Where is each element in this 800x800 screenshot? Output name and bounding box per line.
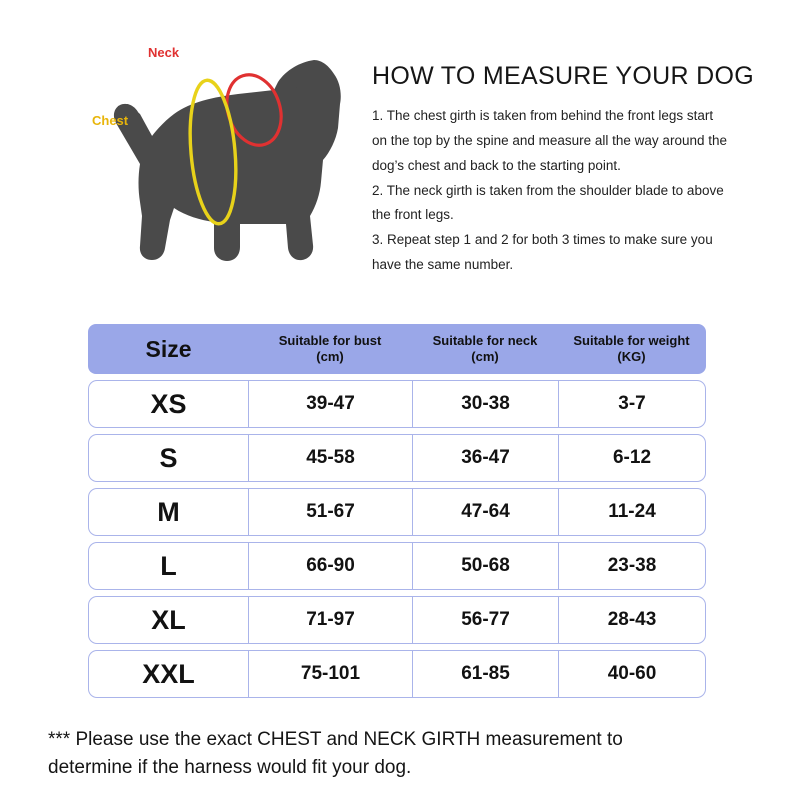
cell-bust: 45-58 <box>248 434 412 482</box>
table-header-row <box>88 324 706 374</box>
footer-note <box>48 726 764 781</box>
cell-size: XS <box>88 380 248 428</box>
header-bust-unit: (cm) <box>316 349 344 364</box>
cell-weight: 40-60 <box>558 650 706 698</box>
cell-weight: 6-12 <box>558 434 706 482</box>
table-row <box>88 380 706 428</box>
instructions-block <box>372 62 776 279</box>
cell-neck: 56-77 <box>412 596 558 644</box>
instruction-line: 2. The neck girth is taken from the shoulder blade to above <box>372 182 724 198</box>
cell-neck: 30-38 <box>412 380 558 428</box>
neck-label: Neck <box>148 45 180 60</box>
cell-weight: 23-38 <box>558 542 706 590</box>
table-row <box>88 650 706 698</box>
table-row <box>88 488 706 536</box>
cell-bust: 39-47 <box>248 380 412 428</box>
header-bust <box>248 324 412 374</box>
instruction-line: on the top by the spine and measure all the way around the <box>372 132 727 148</box>
header-bust-main: Suitable for bust <box>278 332 382 348</box>
footer-note-line: *** Please use the exact CHEST and NECK GIRTH measurement to <box>48 729 623 750</box>
cell-size: M <box>88 488 248 536</box>
top-section <box>0 0 800 300</box>
cell-bust: 66-90 <box>248 542 412 590</box>
instruction-line: dog’s chest and back to the starting point. <box>372 157 621 173</box>
cell-bust: 75-101 <box>248 650 412 698</box>
footer-note-line: determine if the harness would fit your dog. <box>48 756 412 778</box>
header-neck-unit: (cm) <box>471 349 499 364</box>
header-size: Size <box>88 324 248 374</box>
cell-neck: 50-68 <box>412 542 558 590</box>
cell-weight: 3-7 <box>558 380 706 428</box>
table-row <box>88 542 706 590</box>
cell-neck: 47-64 <box>412 488 558 536</box>
cell-neck: 36-47 <box>412 434 558 482</box>
table-row <box>88 434 706 482</box>
table-row <box>88 596 706 644</box>
chest-label: Chest <box>92 113 129 128</box>
cell-weight: 11-24 <box>558 488 706 536</box>
header-weight-main: Suitable for weight <box>573 332 690 348</box>
cell-size: S <box>88 434 248 482</box>
header-weight-unit: (KG) <box>617 349 646 364</box>
header-neck <box>412 324 558 374</box>
cell-size: L <box>88 542 248 590</box>
instruction-line: 1. The chest girth is taken from behind the front legs start <box>372 108 714 123</box>
header-neck-main: Suitable for neck <box>432 332 538 348</box>
instruction-line: 3. Repeat step 1 and 2 for both 3 times to make sure you <box>372 232 713 248</box>
instruction-line: have the same number. <box>372 257 514 273</box>
cell-size: XXL <box>88 650 248 698</box>
cell-bust: 71-97 <box>248 596 412 644</box>
instruction-line: the front legs. <box>372 207 454 223</box>
cell-bust: 51-67 <box>248 488 412 536</box>
page-title: HOW TO MEASURE YOUR DOG <box>372 62 754 90</box>
cell-weight: 28-43 <box>558 596 706 644</box>
size-chart-table <box>88 318 706 704</box>
dog-silhouette-shape <box>114 60 341 261</box>
dog-illustration <box>78 40 368 290</box>
cell-neck: 61-85 <box>412 650 558 698</box>
cell-size: XL <box>88 596 248 644</box>
header-weight <box>558 324 706 374</box>
